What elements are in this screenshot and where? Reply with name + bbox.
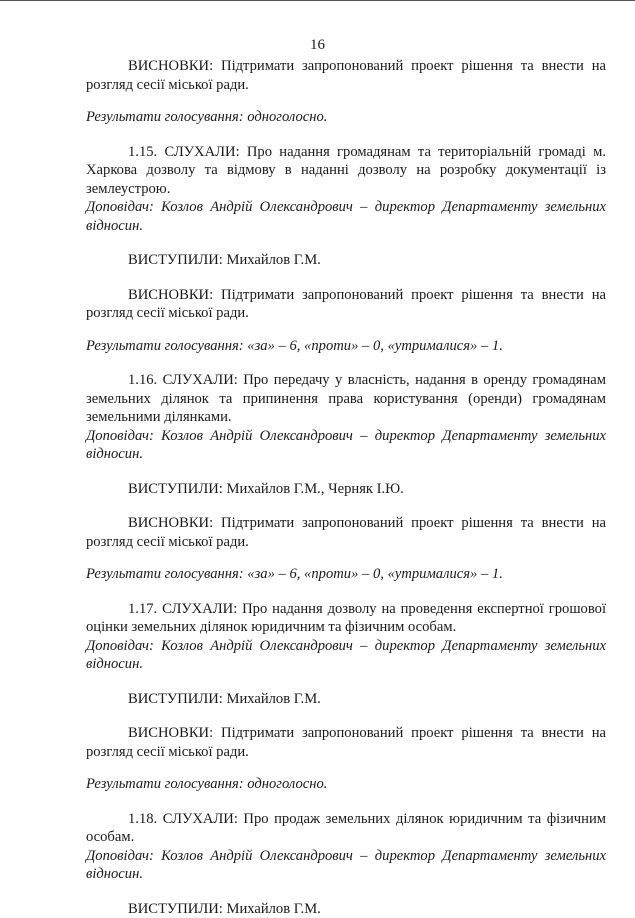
- spoke-line: ВИСТУПИЛИ: Михайлов Г.М.: [86, 690, 606, 709]
- speaker-line: Доповідач: Козлов Андрій Олександрович – директор Департаменту земельних відносин.: [86, 847, 606, 884]
- speaker-line: Доповідач: Козлов Андрій Олександрович – директор Департаменту земельних відносин.: [86, 198, 606, 235]
- spoke-line: ВИСТУПИЛИ: Михайлов Г.М., Черняк І.Ю.: [86, 480, 606, 499]
- heard-paragraph: 1.16. СЛУХАЛИ: Про передачу у власність, надання в оренду громадянам земельних ділянок та припинення права користування (оренди) громадянам земельними ділянками.: [86, 371, 606, 427]
- vote-result: Результати голосування: одноголосно.: [86, 775, 606, 794]
- spoke-line: ВИСТУПИЛИ: Михайлов Г.М.: [86, 251, 606, 270]
- vote-result: Результати голосування: «за» – 6, «проти» – 0, «утрималися» – 1.: [86, 337, 606, 356]
- conclusion-paragraph: ВИСНОВКИ: Підтримати запропонований проект рішення та внести на розгляд сесії міської ради.: [86, 57, 606, 94]
- page-number: 16: [0, 37, 635, 54]
- heard-paragraph: 1.17. СЛУХАЛИ: Про надання дозволу на проведення експертної грошової оцінки земельних ділянок юридичним та фізичним особам.: [86, 600, 606, 637]
- speaker-line: Доповідач: Козлов Андрій Олександрович – директор Департаменту земельних відносин.: [86, 637, 606, 674]
- conclusion-paragraph: ВИСНОВКИ: Підтримати запропонований проект рішення та внести на розгляд сесії міської ради.: [86, 286, 606, 323]
- speaker-line: Доповідач: Козлов Андрій Олександрович – директор Департаменту земельних відносин.: [86, 427, 606, 464]
- heard-paragraph: 1.18. СЛУХАЛИ: Про продаж земельних ділянок юридичним та фізичним особам.: [86, 810, 606, 847]
- conclusion-paragraph: ВИСНОВКИ: Підтримати запропонований проект рішення та внести на розгляд сесії міської ради.: [86, 514, 606, 551]
- vote-result: Результати голосування: одноголосно.: [86, 108, 606, 127]
- page-body: [86, 57, 606, 918]
- vote-result: Результати голосування: «за» – 6, «проти» – 0, «утрималися» – 1.: [86, 565, 606, 584]
- spoke-line: ВИСТУПИЛИ: Михайлов Г.М.: [86, 900, 606, 918]
- heard-paragraph: 1.15. СЛУХАЛИ: Про надання громадянам та територіальній громаді м. Харкова дозволу та відмову в наданні дозволу на розробку документації із землеустрою.: [86, 143, 606, 199]
- conclusion-paragraph: ВИСНОВКИ: Підтримати запропонований проект рішення та внести на розгляд сесії міської ради.: [86, 724, 606, 761]
